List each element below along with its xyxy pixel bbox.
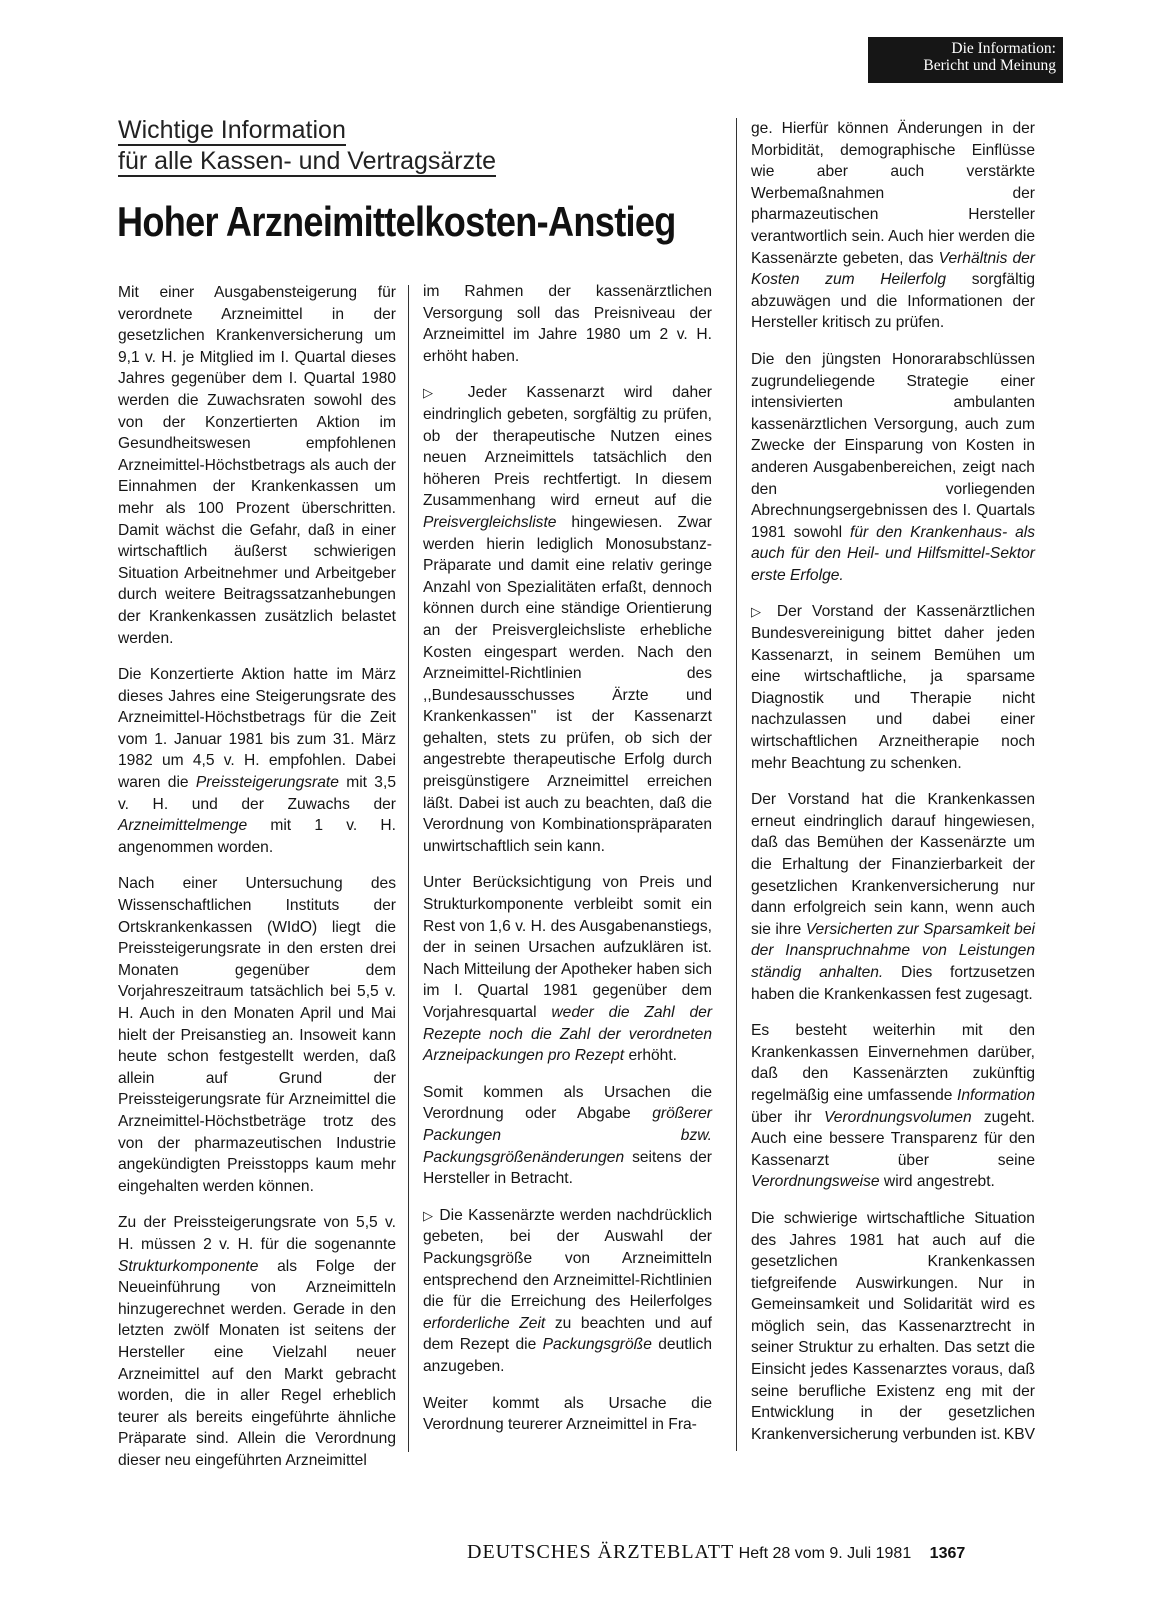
paragraph	[118, 664, 396, 858]
emphasis: weder die Zahl der Rezepte noch die Zahl der verordneten Arzneipackungen pro Rezept	[423, 1004, 713, 1065]
emphasis: Arzneimittelmenge	[118, 817, 248, 835]
paragraph	[751, 349, 1035, 587]
paragraph: im Rahmen der kassenärztlichen Versorgung soll das Preisniveau der Arzneimittel im Jahre 1980 um 2 v. H. erhöht haben.	[423, 283, 712, 365]
section-tag	[868, 37, 1063, 83]
emphasis: für den Krankenhaus- als auch für den Heil- und Hilfsmittel-Sektor erste Erfolge.	[751, 523, 1035, 584]
text: Es besteht weiterhin mit den Krankenkassen Einvernehmen darüber, daß den Kassenärzten zukünftig regelmäßig eine umfassende	[751, 1022, 1035, 1104]
paragraph	[423, 872, 712, 1066]
emphasis: Verordnungsvolumen	[823, 1108, 972, 1126]
emphasis: größerer Packungen bzw. Packungsgrößenänderungen	[423, 1105, 712, 1166]
text: zu beachten und auf dem Rezept die	[423, 1314, 712, 1354]
emphasis: Verordnungsweise	[751, 1173, 880, 1191]
column-2	[423, 281, 712, 1451]
text: Die schwierige wirtschaftliche Situation des Jahres 1981 hat auch auf die gesetzlichen Krankenkassen tiefgreifende Auswirkungen. Nur in Gemeinsamkeit und Solidarität wird es möglich sein, das Kassenarztrecht in seiner Struktur zu erhalten. Das setzt die Einsicht jedes Kassenarztes voraus, daß seine berufliche Existenz eng mit der Entwicklung in der gesetzlichen Krankenversicherung verbunden ist.	[751, 1209, 1035, 1443]
text: Jeder Kassenarzt wird daher eindringlich gebeten, sorgfältig zu prüfen, ob der therapeutische Nutzen eines neuen Arzneimittels tatsächlich den höheren Preis rechtfertigt. In diesem Zusammenhang wird erneut auf die	[423, 384, 712, 510]
column-3	[751, 118, 1035, 1460]
text: Somit kommen als Ursachen die Verordnung oder Abgabe	[423, 1083, 712, 1123]
kicker	[118, 115, 496, 177]
emphasis: Information	[956, 1086, 1035, 1104]
text: Der Vorstand hat die Krankenkassen erneut eindringlich darauf hingewiesen, daß das Bemühen der Kassenärzte um die Erhaltung der Finanzierbarkeit der gesetzlichen Krankenversicherung nur dann erfolgreich sein kann, wenn auch sie ihre	[751, 791, 1035, 938]
emphasis: Strukturkomponente	[118, 1257, 259, 1275]
column-rule-2	[736, 118, 737, 1451]
paragraph: Mit einer Ausgabensteigerung für verordnete Arzneimittel in der gesetzlichen Krankenversicherung um 9,1 v. H. je Mitglied im I. Quartal dieses Jahres gegenüber dem I. Quartal 1980 werden die Zuwachsraten sowohl des von der Konzertierten Aktion im Gesundheitswesen empfohlenen Arzneimittel-Höchstbetrags als auch der Einnahmen der Krankenkassen um mehr als 100 Prozent überschritten. Damit wächst die Gefahr, daß in einer wirtschaftlich äußerst schwierigen Situation Arbeitnehmer und Arbeitgeber durch weitere Beitragssatzanhebungen der Krankenkassen zusätzlich belastet werden.	[118, 284, 396, 647]
paragraph: Weiter kommt als Ursache die Verordnung teurerer Arzneimittel in Fra-	[423, 1394, 712, 1434]
kicker-line2: für alle Kassen- und Vertragsärzte	[118, 147, 496, 175]
column-rule-1	[408, 285, 409, 1452]
text: Dies fortzusetzen haben die Krankenkassen fest zugesagt.	[751, 963, 1035, 1003]
paragraph	[751, 1020, 1035, 1193]
page-footer	[467, 1541, 965, 1564]
author-signature: KBV	[1003, 1425, 1035, 1443]
section-tag-line2: Bericht und Meinung	[923, 57, 1056, 74]
emphasis: Packungsgröße	[542, 1336, 652, 1354]
text: Die Kassenärzte werden nachdrücklich gebeten, bei der Auswahl der Packungsgröße von Arzneimitteln entsprechend den Arzneimittel-Richtlinien die für die Erreichung des Heilerfolges	[423, 1206, 713, 1311]
text: mit 3,5 v. H. und der Zuwachs der	[118, 774, 396, 813]
page-number: 1367	[929, 1545, 966, 1562]
kicker-line1: Wichtige Information	[118, 116, 346, 144]
text: mit 1 v. H. angenommen worden.	[118, 817, 396, 856]
text: Zu der Preissteigerungsrate von 5,5 v. H. müssen 2 v. H. für die sogenannte	[118, 1214, 396, 1253]
headline: Hoher Arzneimittelkosten-Anstieg	[117, 198, 676, 245]
text: zugeht. Auch eine bessere Transparenz für den Kassenarzt über seine	[751, 1108, 1035, 1169]
paragraph	[751, 1208, 1035, 1446]
triangle-bullet-icon: ▷	[751, 604, 767, 620]
text: seitens der Hersteller in Betracht.	[423, 1148, 712, 1188]
journal-name: DEUTSCHES ÄRZTEBLATT	[467, 1541, 735, 1563]
section-tag-line1: Die Information:	[951, 40, 1056, 57]
issue-info: Heft 28 vom 9. Juli 1981	[738, 1545, 912, 1562]
paragraph	[751, 601, 1035, 774]
column-1	[118, 282, 396, 1486]
paragraph	[118, 1212, 396, 1471]
emphasis: Versicherten zur Sparsamkeit bei der Inanspruchnahme von Leistungen ständig anhalten.	[751, 920, 1035, 981]
paragraph	[751, 118, 1035, 334]
text: hingewiesen. Zwar werden hierin lediglich Monosubstanz-Präparate und damit eine relativ geringe Anzahl von Spezialitäten erfaßt, dennoch können durch eine ständige Orientierung an der Preisvergleichsliste erhebliche Kosten eingespart werden. Nach den Arzneimittel-Richtlinien des ,,Bundesausschusses Ärzte und Krankenkassen'' ist der Kassenarzt gehalten, stets zu prüfen, ob sich der angestrebte therapeutische Erfolg durch preisgünstigere Arzneimittel erreichen läßt. Dabei ist auch zu beachten, daß die Verordnung von Kombinationspräparaten unwirtschaftlich sein kann.	[423, 513, 712, 855]
triangle-bullet-icon: ▷	[423, 385, 449, 401]
text: als Folge der Neueinführung von Arzneimitteln hinzugerechnet werden. Gerade in den letzten zwölf Monaten ist seitens der Hersteller eine Vielzahl neuer Arzneimittel auf den Markt gebracht worden, die in aller Regel erheblich teurer als bereits eingeführte ähnliche Präparate sind. Allein die Verordnung dieser neu eingeführten Arzneimittel	[118, 1257, 396, 1469]
text: ge. Hierfür können Änderungen in der Morbidität, demographische Einflüsse wie aber auch verstärkte Werbemaßnahmen der pharmazeutischen Hersteller verantwortlich sein. Auch hier werden die Kassenärzte gebeten, das	[751, 120, 1035, 267]
emphasis: erforderliche Zeit	[423, 1314, 546, 1332]
text: Unter Berücksichtigung von Preis und Strukturkomponente verbleibt somit ein Rest von 1,6 v. H. des Ausgabenanstiegs, der in seinen Ursachen aufzuklären ist. Nach Mitteilung der Apotheker haben sich im I. Quartal 1981 gegenüber dem Vorjahresquartal	[423, 874, 712, 1021]
emphasis: Preisvergleichsliste	[423, 513, 557, 531]
text: wird angestrebt.	[879, 1173, 995, 1191]
text: deutlich anzugeben.	[423, 1336, 712, 1375]
text: Die Konzertierte Aktion hatte im März dieses Jahres eine Steigerungsrate des Arzneimittel-Höchstbetrags für die Zeit vom 1. Januar 1981 bis zum 31. März 1982 um 4,5 v. H. empfohlen. Dabei waren die	[118, 666, 396, 792]
paragraph	[423, 382, 712, 857]
paragraph	[423, 1205, 712, 1378]
paragraph: Nach einer Untersuchung des Wissenschaftlichen Instituts der Ortskrankenkassen (WIdO) liegt die Preissteigerungsrate in den ersten drei Monaten gegenüber dem Vorjahreszeitraum tatsächlich bei 5,5 v. H. Auch in den Monaten April und Mai hielt der Preisanstieg an. Insoweit kann heute schon festgestellt werden, daß allein auf Grund der Preissteigerungsrate für Arzneimittel die Arzneimittel-Höchstbeträge trotz des von der pharmazeutischen Industrie angekündigten Preisstopps kaum mehr eingehalten werden können.	[118, 875, 396, 1195]
emphasis: Verhältnis der Kosten zum Heilerfolg	[751, 249, 1035, 289]
emphasis: Preissteigerungsrate	[195, 774, 339, 792]
paragraph	[751, 789, 1035, 1005]
text: Der Vorstand der Kassenärztlichen Bundesvereinigung bittet daher jeden Kassenarzt, in seinem Bemühen um eine wirtschaftliche, ja sparsame Diagnostik und Therapie nicht nachzulassen und dabei einer wirtschaftlichen Arzneitherapie noch mehr Beachtung zu schenken.	[751, 603, 1036, 772]
triangle-bullet-icon: ▷	[423, 1207, 435, 1223]
text: Die den jüngsten Honorarabschlüssen zugrundeliegende Strategie einer intensivierten ambulanten kassenärztlichen Versorgung, auch zum Zwecke der Einsparung von Kosten in anderen Ausgabenbereichen, zeigt nach den vorliegenden Abrechnungsergebnissen des I. Quartals 1981 sowohl	[751, 350, 1035, 541]
paragraph	[423, 1082, 712, 1190]
text: erhöht.	[624, 1047, 678, 1065]
text: über ihr	[751, 1108, 824, 1126]
text: sorgfältig abzuwägen und die Informationen der Hersteller kritisch zu prüfen.	[751, 271, 1035, 332]
